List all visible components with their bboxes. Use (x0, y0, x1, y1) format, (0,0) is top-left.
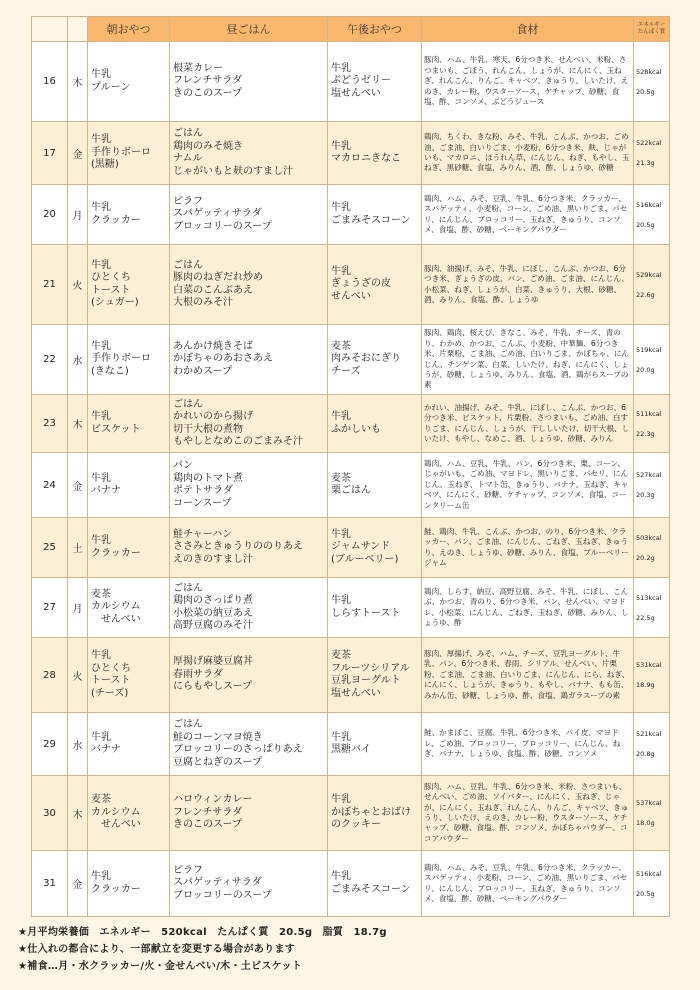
protein-value: 22.3g (636, 429, 655, 438)
protein-value: 18.9g (636, 681, 655, 689)
energy-value: 513kcal (636, 593, 662, 602)
lunch-cell: ハロウィンカレー フレンチサラダ きのこのスープ (170, 776, 328, 851)
lunch-cell: 厚揚げ麻婆豆腐丼 春雨サラダ にらもやしスープ (170, 638, 328, 713)
ingredients-cell: 鶏肉、ハム、みそ、豆乳、牛乳、6分つき米、クラッカー、スパゲッティ、小麦粉、コーン、ごめ油、黒いりごま、パセリ、にんじん、ブロッコリー、玉ねぎ、きゅうり、コンソメ、食塩、酢、砂糖、ベーキングパウダー (422, 185, 634, 245)
ingredients-cell: 豚肉、ハム、豆乳、牛乳、6分つき米、米粉、さつまいも、せんべい、ごめ油、ソイバター、にんにく、玉ねぎ、じゃが、にんにく、玉ねぎ、れんこん、りんご、キャベツ、きゅうり、しいたけ、えのき、カレー粉、ウスターソース、ケチャップ、砂糖、食塩、酢、コンソメ、かぼちゃパウダー、ココアパウダー (422, 776, 634, 851)
ingredients-cell: 鮭、かまぼこ、豆腐、牛乳、6分つき米、パイ皮、マヨドレ、ごめ油、ブロッコリー、ブロッコリー、にんじん、ねぎ、バナナ、しょうゆ、食塩、酢、砂糖、コンソメ (422, 713, 634, 776)
weekday-cell: 金 (68, 851, 88, 917)
energy-value: 528kcal (636, 67, 662, 76)
afternoon-snack-cell: 牛乳 しらすトースト (328, 578, 422, 638)
day-cell: 20 (32, 185, 68, 245)
nutrition-cell (634, 395, 670, 453)
header-snack: 午後おやつ (328, 17, 422, 42)
nutrition-cell (634, 851, 670, 917)
weekday-cell: 火 (68, 245, 88, 325)
morning-snack-cell: 牛乳 ひとくち トースト (チーズ) (88, 638, 170, 713)
day-cell: 31 (32, 851, 68, 917)
ingredients-cell: 鮭、鶏肉、牛乳、こんぶ、かつお、のり、6分つき米、クラッカー、パン、ごま油、にんじん、ごねぎ、玉ねぎ、きゅうり、えのき、しょうゆ、砂糖、みりん、食塩、ブルーベリージャム (422, 518, 634, 578)
afternoon-snack-cell: 麦茶 フルーツシリアル 豆乳ヨーグルト 塩せんべい (328, 638, 422, 713)
header-day (32, 17, 68, 42)
afternoon-snack-cell: 麦茶 栗ごはん (328, 453, 422, 518)
morning-snack-cell: 牛乳 クラッカー (88, 185, 170, 245)
morning-snack-cell: 牛乳 手作りボーロ (黒糖) (88, 122, 170, 185)
table-row (32, 395, 670, 453)
lunch-cell: ごはん 鶏肉のさっぱり煮 小松菜の納豆あえ 高野豆腐のみそ汁 (170, 578, 328, 638)
ingredients-cell: 鶏肉、しらす、納豆、高野豆腐、みそ、牛乳、にぼし、こんぶ、かつお、青のり、6分つき米、パン、せんべい、マヨドレ、小松菜、にんじん、ごねぎ、玉ねぎ、砂糖、みりん、しょうゆ、酢 (422, 578, 634, 638)
lunch-cell: ごはん かれいのから揚げ 切干大根の煮物 もやしとなめこのごまみそ汁 (170, 395, 328, 453)
lunch-cell: あんかけ焼きそば かぼちゃのあおさあえ わかめスープ (170, 325, 328, 395)
header-ingredients: 食材 (422, 17, 634, 42)
energy-value: 521kcal (636, 730, 662, 738)
afternoon-snack-cell: 牛乳 ジャムサンド (ブルーベリー) (328, 518, 422, 578)
weekday-cell: 木 (68, 42, 88, 122)
header-breakfast: 朝おやつ (88, 17, 170, 42)
lunch-cell: ごはん 豚肉のねぎだれ炒め 白菜のこんぶあえ 大根のみそ汁 (170, 245, 328, 325)
morning-snack-cell: 牛乳 クラッカー (88, 518, 170, 578)
table-row (32, 776, 670, 851)
energy-value: 519kcal (636, 345, 662, 354)
lunch-cell: 鮭チャーハン ささみときゅうりののりあえ えのきのすまし汁 (170, 518, 328, 578)
weekday-cell: 土 (68, 518, 88, 578)
energy-value: 503kcal (636, 533, 662, 542)
lunch-cell: ピラフ スパゲッティサラダ ブロッコリーのスープ (170, 185, 328, 245)
morning-snack-cell: 牛乳 手作りボーロ (きなこ) (88, 325, 170, 395)
energy-value: 537kcal (636, 799, 662, 807)
ingredients-cell: 豚肉、ハム、牛乳、寒天、6分つき米、せんべい、米粉、さつまいも、ごぼう、れんこん、しょうが、にんにく、玉ねぎ、れんこん、りんご、キャベツ、きゅうり、しいたけ、えのき、カレー粉、ウスターソース、ケチャップ、砂糖、食塩、酢、コンソメ、ぶどうジュース (422, 42, 634, 122)
afternoon-snack-cell: 牛乳 ごまみそスコーン (328, 185, 422, 245)
morning-snack-cell: 牛乳 クラッカー (88, 851, 170, 917)
lunch-cell: ピラフ スパゲッティサラダ ブロッコリーのスープ (170, 851, 328, 917)
nutrition-cell (634, 42, 670, 122)
ingredients-cell: 豚肉、油揚げ、みそ、牛乳、にぼし、こんぶ、かつお、6分つき米、ぎょうざの皮、パン、ごめ油、ごま油、にんじん、小松菜、ねぎ、しょうが、白菜、きゅうり、大根、砂糖、酒、みりん、食塩、酢、しょうゆ (422, 245, 634, 325)
footer-notes (18, 924, 688, 975)
weekday-cell: 金 (68, 453, 88, 518)
ingredients-cell: かれい、油揚げ、みそ、牛乳、にぼし、こんぶ、かつお、6分つき米、ビスケット、片栗粉、さつまいも、ごめ油、白すりごま、にんじん、しょうが、干ししいたけ、切干大根、しいたけ、もやし、なめこ、酒、しょうゆ、砂糖、みりん (422, 395, 634, 453)
protein-value: 20.2g (636, 553, 655, 562)
afternoon-snack-cell: 麦茶 肉みそおにぎり チーズ (328, 325, 422, 395)
weekday-cell: 水 (68, 713, 88, 776)
weekday-cell: 月 (68, 578, 88, 638)
table-row (32, 713, 670, 776)
table-row (32, 578, 670, 638)
weekday-cell: 木 (68, 395, 88, 453)
table-row (32, 851, 670, 917)
weekday-cell: 火 (68, 638, 88, 713)
day-cell: 23 (32, 395, 68, 453)
afternoon-snack-cell: 牛乳 ぎょうざの皮 せんべい (328, 245, 422, 325)
table-row (32, 638, 670, 713)
morning-snack-cell: 牛乳 バナナ (88, 453, 170, 518)
energy-value: 522kcal (636, 139, 662, 147)
table-row (32, 122, 670, 185)
day-cell: 30 (32, 776, 68, 851)
weekday-cell: 金 (68, 122, 88, 185)
table-row (32, 518, 670, 578)
table-row (32, 185, 670, 245)
protein-value: 22.6g (636, 290, 655, 299)
protein-value: 20.5g (636, 889, 655, 898)
morning-snack-cell: 牛乳 プルーン (88, 42, 170, 122)
day-cell: 21 (32, 245, 68, 325)
morning-snack-cell: 麦茶 カルシウム せんべい (88, 578, 170, 638)
protein-value: 20.8g (636, 750, 655, 758)
day-cell: 22 (32, 325, 68, 395)
nutrition-cell (634, 185, 670, 245)
afternoon-snack-cell: 牛乳 マカロニきなこ (328, 122, 422, 185)
energy-value: 516kcal (636, 200, 662, 209)
ingredients-cell: 鶏肉、ちくわ、きな粉、みそ、牛乳、こんぶ、かつお、ごめ油、ごま油、白いりごま、小麦粉、6分つき米、麸、じゃがいも、マカロニ、ほうれん草、にんじん、ねぎ、もやし、玉ねぎ、黒砂糖、食塩、みりん、酒、酢、しょうゆ、砂糖 (422, 122, 634, 185)
header-lunch: 昼ごはん (170, 17, 328, 42)
weekday-cell: 水 (68, 325, 88, 395)
menu-sheet (31, 16, 669, 917)
lunch-cell: ごはん 鶏肉のみそ焼き ナムル じゃがいもと麸のすまし汁 (170, 122, 328, 185)
protein-value: 20.5g (636, 220, 655, 229)
menu-table (31, 16, 670, 917)
morning-snack-cell: 麦茶 カルシウム せんべい (88, 776, 170, 851)
nutrition-cell (634, 776, 670, 851)
weekday-cell: 月 (68, 185, 88, 245)
nutrition-cell (634, 325, 670, 395)
protein-value: 21.3g (636, 159, 655, 167)
table-row (32, 245, 670, 325)
ingredients-cell: 鶏肉、ハム、豆乳、牛乳、パン、6分つき米、栗、コーン、じゃがいも、ごめ油、マヨドレ、黒いりごま、パセリ、にんじん、玉ねぎ、トマト缶、きゅうり、バナナ、玉ねぎ、キャベツ、にんにく、砂糖、ケチャップ、コンソメ、食塩、コーンクリーム缶 (422, 453, 634, 518)
ingredients-cell: 鶏肉、ハム、みそ、豆乳、牛乳、6分つき米、クラッカー、スパゲッティ、小麦粉、コーン、ごめ油、黒いりごま、パセリ、にんじん、ブロッコリー、玉ねぎ、きゅうり、コンソメ、食塩、酢、砂糖、ベーキングパウダー (422, 851, 634, 917)
footer-supply-notice: ★仕入れの都合により、一部献立を変更する場合があります (18, 944, 296, 955)
ingredients-cell: 豚肉、鶏肉、桜えび、きなこ、みそ、牛乳、チーズ、青のり、わかめ、かつお、こんぶ、小麦粉、中華麺、6分つき米、片栗粉、ごま油、ごめ油、白いりごま、かぼちゃ、にんじん、チンゲン菜、白菜、しいたけ、ねぎ、にんにく、しょうが、砂糖、しょうゆ、みりん、食塩、酒、鶏がらスープの素 (422, 325, 634, 395)
table-row (32, 325, 670, 395)
nutrition-cell (634, 638, 670, 713)
morning-snack-cell: 牛乳 ビスケット (88, 395, 170, 453)
lunch-cell: 根菜カレー フレンチサラダ きのこのスープ (170, 42, 328, 122)
energy-value: 516kcal (636, 869, 662, 878)
morning-snack-cell: 牛乳 ひとくち トースト (シュガー) (88, 245, 170, 325)
afternoon-snack-cell: 牛乳 黒糖バイ (328, 713, 422, 776)
header-nutrition: エネルギー たんぱく質 (634, 17, 670, 42)
nutrition-cell (634, 122, 670, 185)
energy-value: 531kcal (636, 661, 662, 669)
protein-value: 20.0g (636, 365, 655, 374)
header-weekday (68, 17, 88, 42)
table-row (32, 42, 670, 122)
day-cell: 28 (32, 638, 68, 713)
day-cell: 24 (32, 453, 68, 518)
nutrition-cell (634, 518, 670, 578)
protein-value: 22.5g (636, 613, 655, 622)
afternoon-snack-cell: 牛乳 ふかしいも (328, 395, 422, 453)
energy-value: 527kcal (636, 471, 662, 479)
ingredients-cell: 豚肉、厚揚げ、みそ、ハム、チーズ、豆乳ヨーグルト、牛乳、パン、6分つき米、春雨、シリアル、せんべい、片栗粉、ごま油、ごま油、白いりごま、にんじん、にら、ねぎ、にんにく、しょうが、きゅうり、もやし、バナナ、もも缶、みかん缶、砂糖、しょうゆ、酢、食塩、鶏ガラスープの素 (422, 638, 634, 713)
afternoon-snack-cell: 牛乳 かぼちゃとおばけ のクッキー (328, 776, 422, 851)
menu-rows (32, 42, 670, 917)
header-row (32, 17, 670, 42)
table-row (32, 453, 670, 518)
protein-value: 18.0g (636, 819, 655, 827)
day-cell: 29 (32, 713, 68, 776)
energy-value: 529kcal (636, 270, 662, 279)
footer-nutrition-average: ★月平均栄養価 エネルギー 520kcal たんぱく質 20.5g 脂質 18.7g (18, 927, 387, 938)
nutrition-cell (634, 713, 670, 776)
day-cell: 17 (32, 122, 68, 185)
day-cell: 27 (32, 578, 68, 638)
footer-supplement-note: ★補食…月・水クラッカー/火・金せんべい/木・土ビスケット (18, 961, 303, 972)
weekday-cell: 木 (68, 776, 88, 851)
afternoon-snack-cell: 牛乳 ぶどうゼリー 塩せんべい (328, 42, 422, 122)
nutrition-cell (634, 578, 670, 638)
lunch-cell: ごはん 鮭のコーンマヨ焼き ブロッコリーのさっぱりあえ 豆腐とねぎのスープ (170, 713, 328, 776)
morning-snack-cell: 牛乳 バナナ (88, 713, 170, 776)
afternoon-snack-cell: 牛乳 ごまみそスコーン (328, 851, 422, 917)
lunch-cell: パン 鶏肉のトマト煮 ポテトサラダ コーンスープ (170, 453, 328, 518)
energy-value: 511kcal (636, 409, 662, 418)
protein-value: 20.5g (636, 87, 655, 96)
nutrition-cell (634, 453, 670, 518)
nutrition-cell (634, 245, 670, 325)
day-cell: 16 (32, 42, 68, 122)
protein-value: 20.3g (636, 491, 655, 499)
day-cell: 25 (32, 518, 68, 578)
